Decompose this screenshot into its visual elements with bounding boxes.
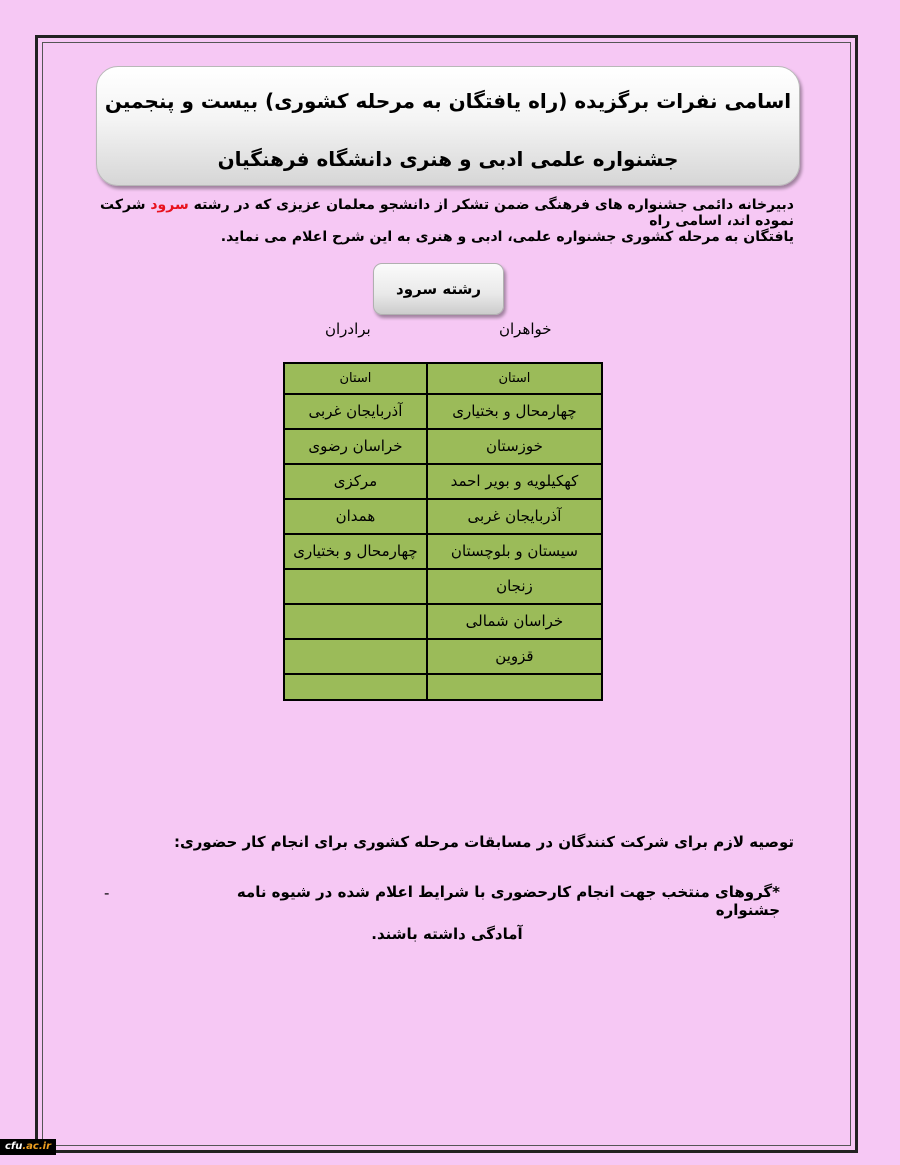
table-row: [284, 429, 602, 464]
cell-sisters: قزوین: [427, 639, 602, 674]
table-row: [284, 499, 602, 534]
cell-sisters: خراسان شمالی: [427, 604, 602, 639]
cell-sisters: سیستان و بلوچستان: [427, 534, 602, 569]
cell-sisters: آذربایجان غربی: [427, 499, 602, 534]
intro-line-2: یافتگان به مرحله کشوری جشنواره علمی، ادبی و هنری به این شرح اعلام می نماید.: [220, 229, 794, 245]
cell-brothers: [284, 569, 427, 604]
logo-text-main: cfu: [4, 1141, 23, 1152]
table-row: [284, 394, 602, 429]
cell-brothers: خراسان رضوی: [284, 429, 427, 464]
cell-sisters: کهکیلویه و بویر احمد: [427, 464, 602, 499]
cell-sisters: خوزستان: [427, 429, 602, 464]
table-row: [284, 639, 602, 674]
advice-bullet-line-2: آمادگی داشته باشند.: [371, 925, 523, 943]
header-sisters: استان: [427, 363, 602, 394]
table-row: [284, 464, 602, 499]
site-logo: [0, 1139, 56, 1155]
header-brothers: استان: [284, 363, 427, 394]
provinces-table: [283, 362, 603, 701]
cell-sisters: چهارمحال و بختیاری: [427, 394, 602, 429]
category-tag: رشته سرود: [373, 263, 504, 315]
cell-brothers: آذربایجان غربی: [284, 394, 427, 429]
intro-highlight: سرود: [150, 197, 189, 213]
intro-line-1: [100, 197, 794, 229]
intro-text-after: شرکت نموده اند، اسامی راه: [100, 197, 794, 229]
cell-brothers: [284, 604, 427, 639]
intro-text-before: دبیرخانه دائمی جشنواره های فرهنگی ضمن تشکر از دانشجو معلمان عزیزی که در رشته: [188, 197, 794, 213]
table-row: [284, 604, 602, 639]
title-banner: [96, 66, 800, 186]
cell-sisters: زنجان: [427, 569, 602, 604]
cell-brothers: چهارمحال و بختیاری: [284, 534, 427, 569]
cell-brothers: همدان: [284, 499, 427, 534]
table-row: [284, 534, 602, 569]
table-row: [284, 569, 602, 604]
cell-sisters: [427, 674, 602, 700]
column-heading-sisters: خواهران: [499, 320, 552, 338]
title-line-1: اسامی نفرات برگزیده (راه یافتگان به مرحله کشوری) بیست و پنجمین: [104, 89, 792, 113]
title-line-2: جشنواره علمی ادبی و هنری دانشگاه فرهنگیان: [217, 147, 679, 171]
advice-bullet-line-1: *گروهای منتخب جهت انجام کارحضوری با شرایط اعلام شده در شیوه نامه جشنواره: [236, 883, 780, 919]
logo-text-suffix: .ac.ir: [22, 1141, 52, 1152]
cell-brothers: [284, 639, 427, 674]
column-heading-brothers: برادران: [325, 320, 371, 338]
cell-brothers: مرکزی: [284, 464, 427, 499]
cell-brothers: [284, 674, 427, 700]
table-header-row: [284, 363, 602, 394]
advice-heading: توصیه لازم برای شرکت کنندگان در مسابقات مرحله کشوری برای انجام کار حضوری:: [173, 833, 794, 851]
advice-dash: -: [104, 884, 110, 902]
table-row: [284, 674, 602, 700]
